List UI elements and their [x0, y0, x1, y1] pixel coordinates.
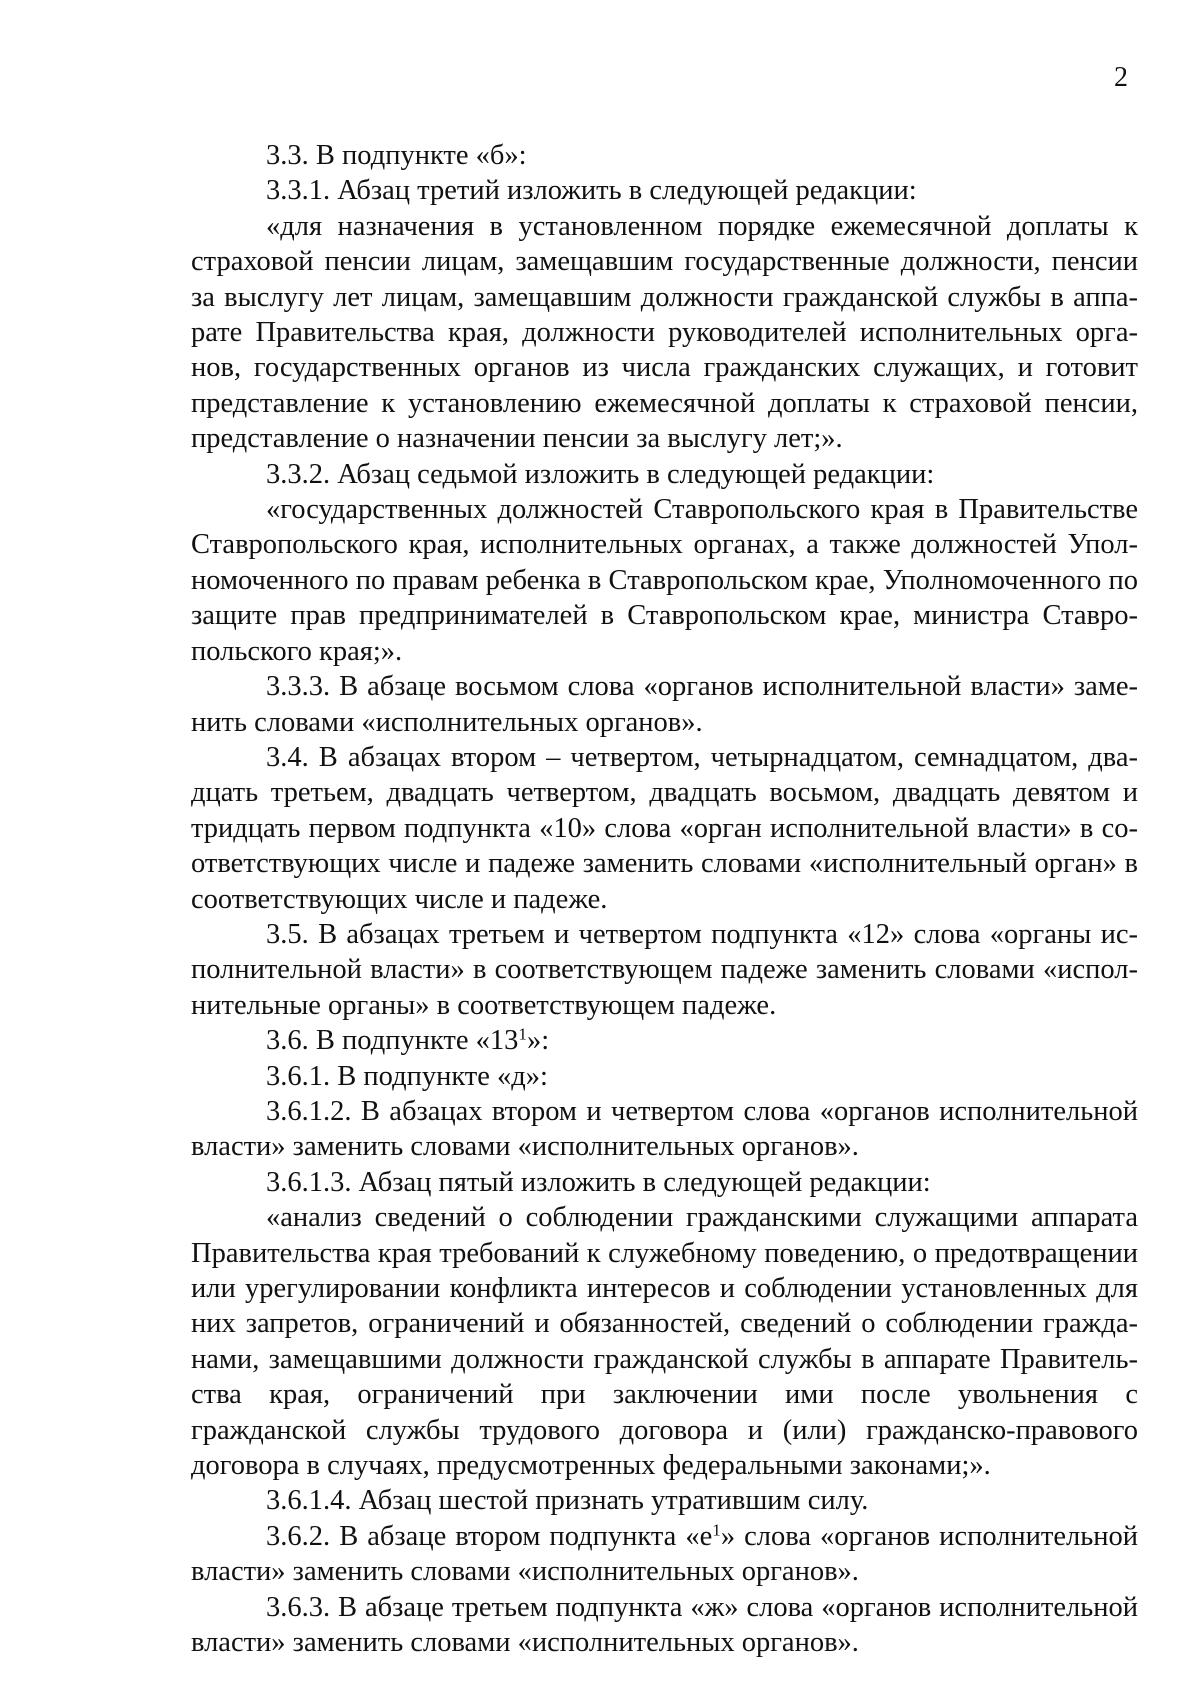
paragraph: «анализ сведений о соблюдении гражданскими служащими аппарата Правительства края требований к служебному поведению, о предотвращении или урегулировании конфликта интересов и соблюдении установленных для них запретов, ограничений и обязанностей, сведений о соблюдении гражданами, замещавшими должности гражданской службы в аппарате Правительства края, ограничений при заключении ими после увольнения с гражданской службы трудового договора и (или) гражданско-правового договора в случаях, предусмотренных федеральными законами;». [191, 1202, 1138, 1482]
paragraph: «государственных должностей Ставропольского края в Правительстве Ставропольского края, исполнительных органах, а также должностей Уполномоченного по правам ребенка в Ставропольском крае, Уполномоченного по защите прав предпринимателей в Ставропольском крае, министра Ставропольского края;». [191, 494, 1138, 667]
paragraph: 3.6.1.4. Абзац шестой признать утратившим силу. [266, 1485, 869, 1517]
paragraph-text: » слова «органов исполнительной власти» заменить словами «исполнительных органов». [191, 1520, 1138, 1588]
paragraph: 3.5. В абзацах третьем и четвертом подпункта «12» слова «органы исполнительной власти» в соответствующем падеже заменить словами «исполнительные органы» в соответствующем падеже. [191, 918, 1138, 1021]
document-body [191, 138, 1138, 1660]
paragraph [191, 1519, 1138, 1590]
paragraph [191, 1023, 1138, 1058]
paragraph: 3.3. В подпункте «б»: [266, 140, 527, 171]
paragraph: 3.3.2. Абзац седьмой изложить в следующей редакции: [266, 458, 935, 490]
paragraph: 3.6.3. В абзаце третьем подпункта «ж» слова «органов исполнительной власти» заменить словами «исполнительных органов». [191, 1591, 1138, 1659]
superscript: 1 [518, 1024, 527, 1044]
page-number: 2 [1114, 62, 1128, 93]
paragraph: 3.6.1. В подпункте «д»: [266, 1060, 548, 1092]
superscript: 1 [712, 1520, 721, 1540]
paragraph-text: 3.6. В подпункте «13 [266, 1025, 519, 1057]
paragraph: 3.4. В абзацах втором – четвертом, четырнадцатом, семнадцатом, двадцать третьем, двадцать четвертом, двадцать восьмом, двадцать девятом и тридцать первом подпункта «10» слова «орган исполнительной власти» в соответствующих числе и падеже заменить словами «исполнительный орган» в соответствующих числе и падеже. [191, 741, 1138, 915]
paragraph-text: »: [526, 1025, 550, 1057]
paragraph: 3.3.1. Абзац третий изложить в следующей редакции: [266, 175, 917, 207]
paragraph: «для назначения в установленном порядке ежемесячной доплаты к страховой пенсии лицам, замещавшим государственные должности, пенсии за выслугу лет лицам, замещавшим должности гражданской службы в аппарате Правительства края, должности руководителей исполнительных органов, государственных органов из числа гражданских служащих, и готовит представление к установлению ежемесячной доплаты к страховой пенсии, представление о назначении пенсии за выслугу лет;». [191, 210, 1138, 455]
paragraph: 3.6.1.2. В абзацах втором и четвертом слова «органов исполнительной власти» заменить словами «исполнительных органов». [191, 1095, 1138, 1163]
paragraph: 3.6.1.3. Абзац пятый изложить в следующей редакции: [266, 1166, 931, 1198]
paragraph: 3.3.3. В абзаце восьмом слова «органов исполнительной власти» заменить словами «исполнительных органов». [191, 671, 1138, 738]
paragraph-text: 3.6.2. В абзаце втором подпункта «е [266, 1520, 713, 1552]
